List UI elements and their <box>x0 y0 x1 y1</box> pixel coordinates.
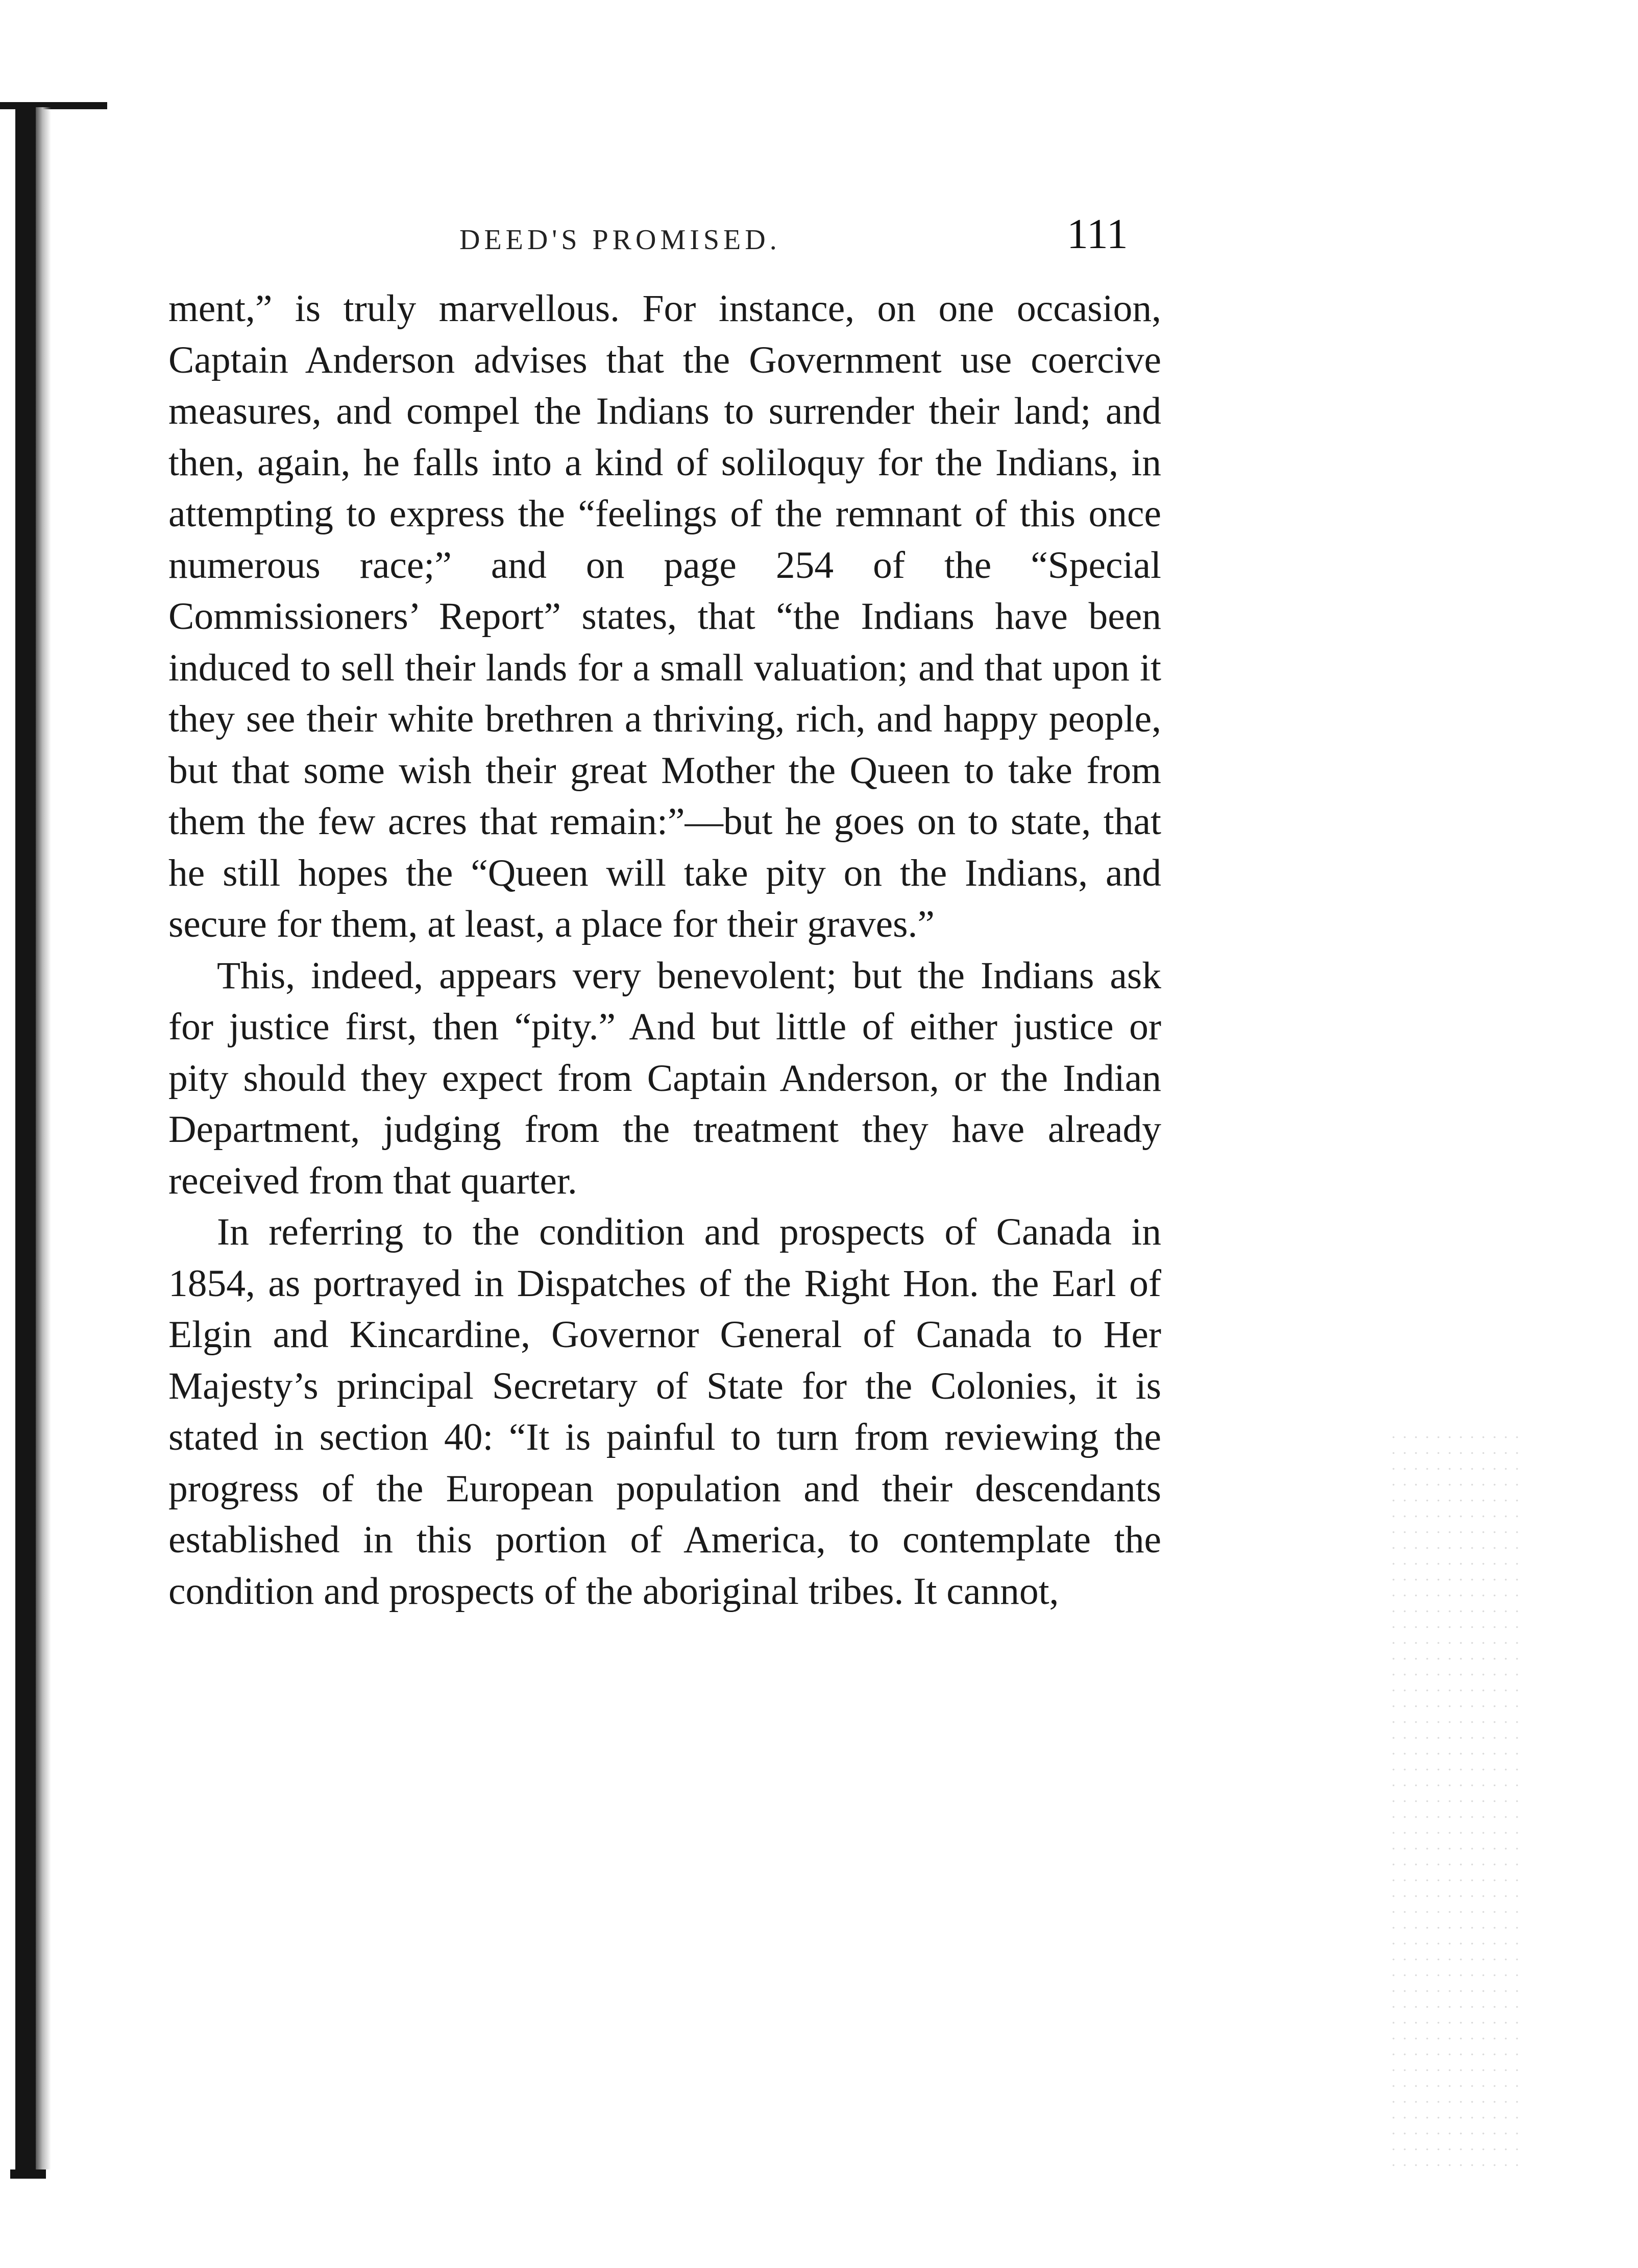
page-number: 111 <box>1067 210 1128 258</box>
paragraph-3: In referring to the condition and prospects of Canada in 1854, as portrayed in Dispatches of the Right Hon. the Earl of Elgin and Kincardine, Governor General of Canada to Her Majesty’s principal Secretary of State for the Colonies, it is stated in section 40: “It is painful to turn from reviewing the progress of the European population and their descendants established in this portion of America, to contemplate the condition and prospects of the aboriginal tribes. It cannot, <box>168 1211 1161 1613</box>
running-head: DEED'S PROMISED. <box>459 224 781 256</box>
binding-bottom-mark <box>10 2169 46 2179</box>
binding-gutter-bar <box>15 105 36 2169</box>
page-header <box>174 204 1143 265</box>
body-text <box>168 283 1161 1617</box>
paragraph-2: This, indeed, appears very benevolent; but the Indians ask for justice first, then “pity.” And but little of either justice or pity should they expect from Captain Anderson, or the Indian Department, judging from the treatment they have already received from that quarter. <box>168 954 1161 1202</box>
paragraph-1: ment,” is truly marvellous. For instance, on one occasion, Captain Anderson advises that the Government use coercive measures, and compel the Indians to surrender their land; and then, again, he falls into a kind of soliloquy for the Indians, in attempting to express the “feelings of the remnant of this once numerous race;” and on page 254 of the “Special Commissioners’ Report” states, that “the Indians have been induced to sell their lands for a small valuation; and that upon it they see their white brethren a thriving, rich, and happy people, but that some wish their great Mother the Queen to take from them the few acres that remain:”—but he goes on to state, that he still hopes the “Queen will take pity on the Indians, and secure for them, at least, a place for their graves.” <box>168 287 1161 945</box>
scan-noise <box>1388 1429 1521 2169</box>
binding-shadow <box>36 107 51 2169</box>
